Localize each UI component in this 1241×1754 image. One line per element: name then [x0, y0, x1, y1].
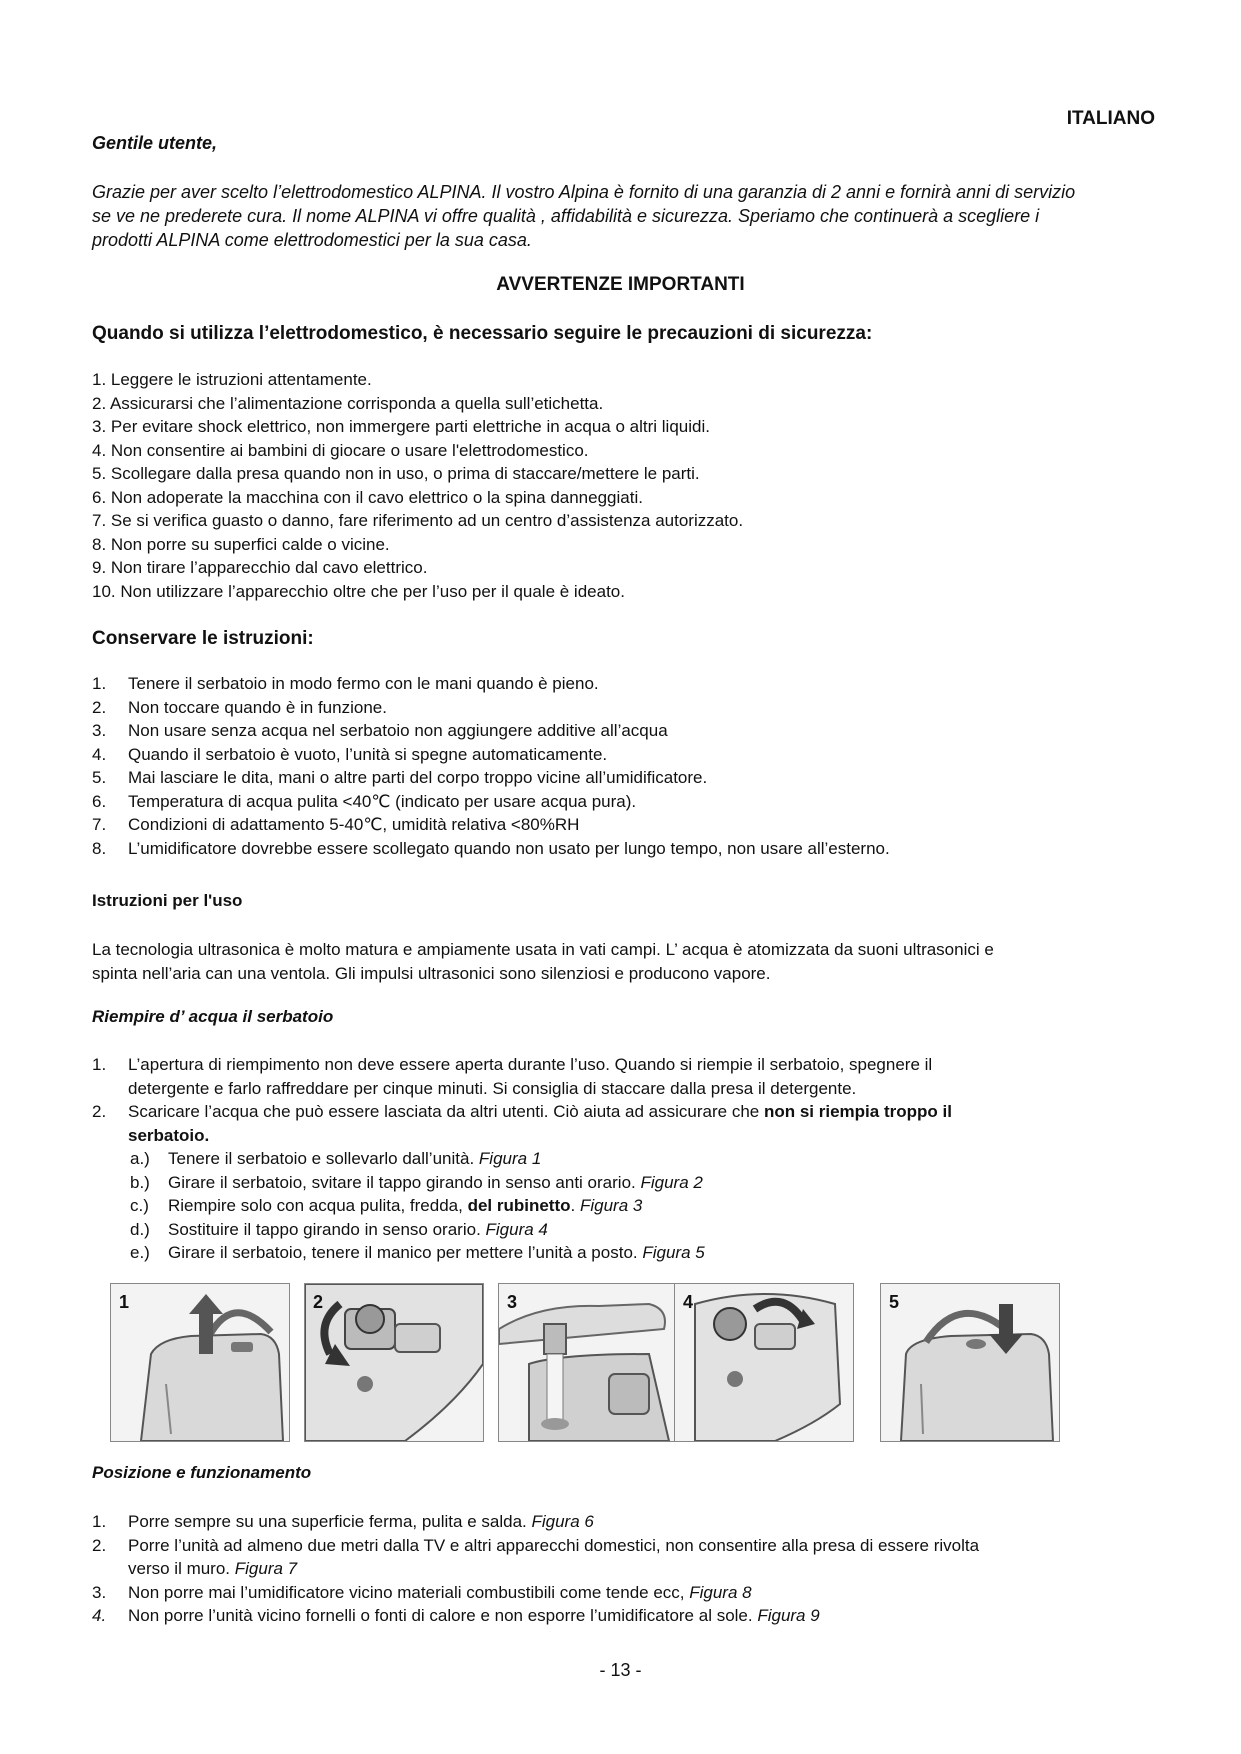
- step-text: Girare il serbatoio, svitare il tappo girando in senso anti orario.: [168, 1172, 641, 1192]
- item-number: 1.: [92, 1512, 107, 1531]
- list-item: 4. Non consentire ai bambini di giocare o usare l'elettrodomestico.: [92, 440, 589, 460]
- intro-line: prodotti ALPINA come elettrodomestici per la sua casa.: [92, 230, 532, 250]
- tap-fill-illustration: [499, 1284, 677, 1441]
- step-text-after: .: [570, 1196, 580, 1215]
- list-item: 8. Non porre su superfici calde o vicine.: [92, 534, 390, 554]
- item-number: 8.: [92, 838, 107, 858]
- item-number: 6.: [92, 791, 107, 811]
- list-item: 10. Non utilizzare l’apparecchio oltre che per l’uso per il quale è ideato.: [92, 581, 625, 601]
- humidifier-lift-illustration: [111, 1284, 289, 1441]
- item-text: Non porre mai l’umidificatore vicino materiali combustibili come tende ecc,: [128, 1582, 690, 1602]
- intro-line: Grazie per aver scelto l’elettrodomestico ALPINA. Il vostro Alpina è fornito di una garanzia di 2 anni e fornirà anni di servizio: [92, 182, 1076, 202]
- item-number: 3.: [92, 721, 107, 740]
- list-item: 2. Assicurarsi che l’alimentazione corrisponda a quella sull’etichetta.: [92, 393, 604, 413]
- item-text: Tenere il serbatoio in modo fermo con le mani quando è pieno.: [128, 674, 599, 693]
- figure-number: 4: [683, 1292, 694, 1312]
- cap-screw-illustration: [675, 1284, 853, 1441]
- list-item: 7. Se si verifica guasto o danno, fare riferimento ad un centro d’assistenza autorizzato.: [92, 511, 744, 530]
- item-text: Non toccare quando è in funzione.: [128, 697, 387, 717]
- item-text: Non usare senza acqua nel serbatoio non aggiungere additive all’acqua: [128, 721, 668, 740]
- step-letter: c.): [130, 1196, 149, 1215]
- keep-list: [92, 672, 890, 860]
- usage-paragraph: [92, 938, 1152, 986]
- item-text: Condizioni di adattamento 5-40℃, umidità relativa <80%RH: [128, 815, 580, 834]
- list-item: [92, 1510, 1162, 1534]
- list-item: [92, 1604, 1162, 1628]
- item-number: 2.: [92, 697, 107, 717]
- list-item: 6. Non adoperate la macchina con il cavo elettrico o la spina danneggiati.: [92, 487, 643, 507]
- fill-list: [92, 1053, 1162, 1265]
- item-number: 7.: [92, 815, 107, 834]
- step-text: Tenere il serbatoio e sollevarlo dall’unità.: [168, 1149, 479, 1168]
- list-item: [92, 696, 890, 720]
- figure-number: 5: [889, 1292, 900, 1312]
- figure-ref: Figura 9: [757, 1606, 820, 1625]
- item-emphasis: non si riempia troppo il: [763, 1102, 952, 1121]
- item-text: Porre l’unità ad almeno due metri dalla TV e altri apparecchi domestici, non consentire alla presa di essere rivolta: [128, 1535, 980, 1555]
- step-text: Riempire solo con acqua pulita, fredda,: [168, 1196, 468, 1215]
- position-title: Posizione e funzionamento: [92, 1463, 312, 1482]
- item-number: 2.: [92, 1102, 107, 1121]
- item-text: L’umidificatore dovrebbe essere scollegato quando non usato per lungo tempo, non usare all’esterno.: [128, 838, 890, 858]
- warnings-list: [92, 368, 743, 603]
- step-item: [130, 1241, 1162, 1265]
- position-list: [92, 1510, 1162, 1628]
- item-number: 2.: [92, 1535, 107, 1555]
- item-text: Non porre l’unità vicino fornelli o fonti di calore e non esporre l’umidificatore al sole.: [128, 1606, 758, 1625]
- list-item: [92, 1534, 1162, 1581]
- list-item: [92, 672, 890, 696]
- figure-4: [674, 1283, 854, 1442]
- figure-ref: Figura 2: [640, 1172, 703, 1192]
- list-item: 5. Scollegare dalla presa quando non in uso, o prima di staccare/mettere le parti.: [92, 464, 700, 483]
- figure-ref: Figura 6: [531, 1512, 594, 1531]
- item-emphasis: serbatoio.: [128, 1125, 210, 1145]
- list-item: [92, 1581, 1162, 1605]
- step-item: [130, 1194, 1162, 1218]
- usage-line: La tecnologia ultrasonica è molto matura e ampiamente usata in vati campi. L’ acqua è atomizzata da suoni ultrasonici e: [92, 940, 994, 959]
- item-text: Scaricare l’acqua che può essere lasciata da altri utenti. Ciò aiuta ad assicurare che: [128, 1102, 764, 1121]
- language-label: ITALIANO: [1066, 108, 1155, 129]
- list-item: [92, 1100, 1162, 1265]
- item-text: verso il muro.: [128, 1559, 235, 1578]
- figure-ref: Figura 1: [478, 1149, 542, 1168]
- figure-5: [880, 1283, 1060, 1442]
- page-number: - 13 -: [599, 1660, 642, 1680]
- fill-title: Riempire d’ acqua il serbatoio: [92, 1007, 334, 1026]
- fill-steps: [130, 1147, 1162, 1265]
- list-item: [92, 766, 890, 790]
- step-text: Girare il serbatoio, tenere il manico per mettere l’unità a posto.: [168, 1243, 643, 1262]
- item-text: Temperatura di acqua pulita <40℃ (indicato per usare acqua pura).: [128, 791, 637, 811]
- step-letter: b.): [130, 1172, 150, 1192]
- list-item: [92, 790, 890, 814]
- usage-line: spinta nell’aria can una ventola. Gli impulsi ultrasonici sono silenziosi e producono vapore.: [92, 964, 771, 983]
- figure-2: [304, 1283, 484, 1442]
- step-item: [130, 1218, 1162, 1242]
- figure-1: [110, 1283, 290, 1442]
- greeting: Gentile utente,: [92, 133, 218, 153]
- item-number: 1.: [92, 1055, 107, 1074]
- step-letter: e.): [130, 1243, 150, 1262]
- keep-title: Conservare le istruzioni:: [92, 628, 314, 649]
- warnings-title: AVVERTENZE IMPORTANTI: [496, 274, 745, 295]
- item-text: Mai lasciare le dita, mani o altre parti del corpo troppo vicine all’umidificatore.: [128, 768, 708, 787]
- item-text: Porre sempre su una superficie ferma, pulita e salda.: [128, 1512, 532, 1531]
- item-text: Quando il serbatoio è vuoto, l’unità si spegne automaticamente.: [128, 744, 608, 764]
- figure-ref: Figura 3: [579, 1196, 643, 1215]
- item-number: 3.: [92, 1582, 107, 1602]
- list-item: [92, 837, 890, 861]
- item-number: 4.: [92, 1606, 107, 1625]
- item-number: 1.: [92, 674, 107, 693]
- step-item: [130, 1171, 1162, 1195]
- list-item: [92, 719, 890, 743]
- figure-number: 1: [119, 1292, 130, 1312]
- list-item: [92, 1053, 1162, 1100]
- figure-3: [498, 1283, 678, 1442]
- list-item: [92, 813, 890, 837]
- intro-line: se ve ne prederete cura. Il nome ALPINA vi offre qualità , affidabilità e sicurezza. Speriamo che continuerà a scegliere i: [92, 206, 1040, 226]
- figure-number: 3: [507, 1292, 518, 1312]
- list-item: 1. Leggere le istruzioni attentamente.: [92, 370, 372, 389]
- usage-title: Istruzioni per l'uso: [92, 891, 243, 910]
- step-emphasis: del rubinetto: [467, 1196, 571, 1215]
- step-letter: a.): [130, 1149, 150, 1168]
- step-item: [130, 1147, 1162, 1171]
- cap-unscrew-illustration: [305, 1284, 483, 1441]
- list-item: 9. Non tirare l’apparecchio dal cavo elettrico.: [92, 558, 428, 577]
- figure-ref: Figura 4: [485, 1219, 548, 1239]
- figure-ref: Figura 7: [234, 1559, 298, 1578]
- figure-number: 2: [313, 1292, 324, 1312]
- intro-paragraph: [92, 180, 1152, 252]
- item-text: L’apertura di riempimento non deve essere aperta durante l’uso. Quando si riempie il serbatoio, spegnere il: [128, 1055, 933, 1074]
- step-letter: d.): [130, 1219, 150, 1239]
- item-number: 5.: [92, 768, 107, 787]
- figure-ref: Figura 8: [689, 1582, 752, 1602]
- figure-ref: Figura 5: [642, 1243, 705, 1262]
- step-text: Sostituire il tappo girando in senso orario.: [168, 1219, 486, 1239]
- tank-replace-illustration: [881, 1284, 1059, 1441]
- list-item: 3. Per evitare shock elettrico, non immergere parti elettriche in acqua o altri liquidi.: [92, 417, 710, 436]
- list-item: [92, 743, 890, 767]
- item-text: detergente e farlo raffreddare per cinque minuti. Si consiglia di staccare dalla presa il detergente.: [128, 1078, 857, 1098]
- warnings-subtitle: Quando si utilizza l’elettrodomestico, è necessario seguire le precauzioni di sicurezza:: [92, 323, 873, 344]
- item-number: 4.: [92, 744, 107, 764]
